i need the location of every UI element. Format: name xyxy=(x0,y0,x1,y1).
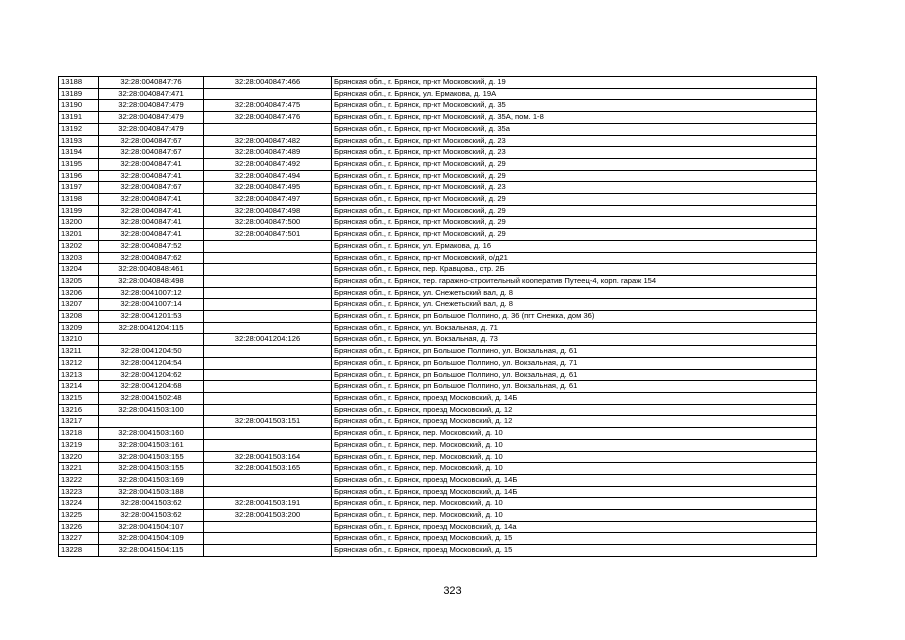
object-number-cell: 32:28:0041503:164 xyxy=(204,451,332,463)
table-row xyxy=(59,205,817,217)
row-number-cell: 13208 xyxy=(59,311,99,323)
object-number-cell xyxy=(204,240,332,252)
object-number-cell xyxy=(204,275,332,287)
object-number-cell xyxy=(204,439,332,451)
row-number-cell: 13219 xyxy=(59,439,99,451)
cadastral-number-cell: 32:28:0041503:155 xyxy=(99,451,204,463)
object-number-cell xyxy=(204,287,332,299)
address-cell: Брянская обл., г. Брянск, пр-кт Московский, д. 23 xyxy=(332,135,817,147)
table-row xyxy=(59,158,817,170)
cadastral-number-cell: 32:28:0040847:41 xyxy=(99,158,204,170)
address-cell: Брянская обл., г. Брянск, пр-кт Московский, д. 23 xyxy=(332,147,817,159)
cadastral-number-cell: 32:28:0041503:188 xyxy=(99,486,204,498)
cadastral-number-cell: 32:28:0041503:62 xyxy=(99,510,204,522)
row-number-cell: 13196 xyxy=(59,170,99,182)
address-cell: Брянская обл., г. Брянск, проезд Московский, д. 12 xyxy=(332,416,817,428)
row-number-cell: 13188 xyxy=(59,77,99,89)
cadastral-number-cell: 32:28:0041201:53 xyxy=(99,311,204,323)
object-number-cell xyxy=(204,474,332,486)
table-row xyxy=(59,346,817,358)
row-number-cell: 13217 xyxy=(59,416,99,428)
row-number-cell: 13218 xyxy=(59,428,99,440)
address-cell: Брянская обл., г. Брянск, пр-кт Московский, д. 35 xyxy=(332,100,817,112)
table-row xyxy=(59,533,817,545)
table-row xyxy=(59,123,817,135)
object-number-cell: 32:28:0041503:165 xyxy=(204,463,332,475)
cadastral-number-cell: 32:28:0041503:169 xyxy=(99,474,204,486)
address-cell: Брянская обл., г. Брянск, пер. Московский, д. 10 xyxy=(332,439,817,451)
cadastral-number-cell: 32:28:0040848:498 xyxy=(99,275,204,287)
address-cell: Брянская обл., г. Брянск, рп Большое Полпино, ул. Вокзальная, д. 71 xyxy=(332,357,817,369)
cadastral-number-cell: 32:28:0041502:48 xyxy=(99,392,204,404)
address-cell: Брянская обл., г. Брянск, пер. Московский, д. 10 xyxy=(332,428,817,440)
cadastral-number-cell: 32:28:0040847:41 xyxy=(99,229,204,241)
address-cell: Брянская обл., г. Брянск, проезд Московский, д. 15 xyxy=(332,545,817,557)
table-row xyxy=(59,182,817,194)
cadastral-number-cell: 32:28:0040847:67 xyxy=(99,182,204,194)
row-number-cell: 13192 xyxy=(59,123,99,135)
row-number-cell: 13199 xyxy=(59,205,99,217)
object-number-cell: 32:28:0040847:466 xyxy=(204,77,332,89)
table-row xyxy=(59,510,817,522)
address-cell: Брянская обл., г. Брянск, пр-кт Московский, д. 35А, пом. 1-8 xyxy=(332,112,817,124)
address-cell: Брянская обл., г. Брянск, проезд Московский, д. 15 xyxy=(332,533,817,545)
table-row xyxy=(59,498,817,510)
registry-table xyxy=(58,76,817,557)
object-number-cell xyxy=(204,252,332,264)
cadastral-number-cell: 32:28:0041007:14 xyxy=(99,299,204,311)
object-number-cell: 32:28:0040847:495 xyxy=(204,182,332,194)
row-number-cell: 13194 xyxy=(59,147,99,159)
object-number-cell: 32:28:0040847:498 xyxy=(204,205,332,217)
table-row xyxy=(59,392,817,404)
address-cell: Брянская обл., г. Брянск, проезд Московский, д. 14Б xyxy=(332,486,817,498)
table-row xyxy=(59,322,817,334)
table-row xyxy=(59,463,817,475)
row-number-cell: 13211 xyxy=(59,346,99,358)
table-row xyxy=(59,194,817,206)
cadastral-number-cell: 32:28:0041504:107 xyxy=(99,521,204,533)
cadastral-number-cell: 32:28:0041503:62 xyxy=(99,498,204,510)
cadastral-number-cell xyxy=(99,334,204,346)
cadastral-number-cell: 32:28:0040847:62 xyxy=(99,252,204,264)
row-number-cell: 13213 xyxy=(59,369,99,381)
object-number-cell xyxy=(204,404,332,416)
address-cell: Брянская обл., г. Брянск, пр-кт Московский, д. 19 xyxy=(332,77,817,89)
row-number-cell: 13226 xyxy=(59,521,99,533)
object-number-cell xyxy=(204,545,332,557)
cadastral-number-cell: 32:28:0040847:67 xyxy=(99,135,204,147)
cadastral-number-cell: 32:28:0040847:479 xyxy=(99,100,204,112)
object-number-cell xyxy=(204,369,332,381)
row-number-cell: 13191 xyxy=(59,112,99,124)
row-number-cell: 13214 xyxy=(59,381,99,393)
cadastral-number-cell: 32:28:0040847:479 xyxy=(99,123,204,135)
table-row xyxy=(59,451,817,463)
address-cell: Брянская обл., г. Брянск, рп Большое Полпино, ул. Вокзальная, д. 61 xyxy=(332,381,817,393)
address-cell: Брянская обл., г. Брянск, пр-кт Московский, д. 29 xyxy=(332,205,817,217)
address-cell: Брянская обл., г. Брянск, пр-кт Московский, д. 29 xyxy=(332,170,817,182)
cadastral-number-cell: 32:28:0041503:160 xyxy=(99,428,204,440)
page-number: 323 xyxy=(443,585,462,597)
row-number-cell: 13207 xyxy=(59,299,99,311)
row-number-cell: 13223 xyxy=(59,486,99,498)
object-number-cell xyxy=(204,521,332,533)
object-number-cell: 32:28:0040847:497 xyxy=(204,194,332,206)
address-cell: Брянская обл., г. Брянск, пер. Московский, д. 10 xyxy=(332,451,817,463)
table-row xyxy=(59,135,817,147)
address-cell: Брянская обл., г. Брянск, пер. Московский, д. 10 xyxy=(332,463,817,475)
object-number-cell: 32:28:0040847:501 xyxy=(204,229,332,241)
table-row xyxy=(59,474,817,486)
object-number-cell xyxy=(204,299,332,311)
row-number-cell: 13220 xyxy=(59,451,99,463)
row-number-cell: 13210 xyxy=(59,334,99,346)
table-row xyxy=(59,521,817,533)
object-number-cell: 32:28:0040847:492 xyxy=(204,158,332,170)
row-number-cell: 13224 xyxy=(59,498,99,510)
cadastral-number-cell: 32:28:0041503:161 xyxy=(99,439,204,451)
object-number-cell: 32:28:0040847:494 xyxy=(204,170,332,182)
address-cell: Брянская обл., г. Брянск, ул. Снежетьский вал, д. 8 xyxy=(332,287,817,299)
object-number-cell xyxy=(204,322,332,334)
object-number-cell xyxy=(204,392,332,404)
cadastral-number-cell: 32:28:0040847:479 xyxy=(99,112,204,124)
address-cell: Брянская обл., г. Брянск, проезд Московский, д. 14Б xyxy=(332,474,817,486)
address-cell: Брянская обл., г. Брянск, пр-кт Московский, д. 29 xyxy=(332,194,817,206)
address-cell: Брянская обл., г. Брянск, ул. Вокзальная, д. 73 xyxy=(332,334,817,346)
table-row xyxy=(59,416,817,428)
row-number-cell: 13225 xyxy=(59,510,99,522)
address-cell: Брянская обл., г. Брянск, пр-кт Московский, д. 29 xyxy=(332,217,817,229)
cadastral-number-cell: 32:28:0040847:41 xyxy=(99,170,204,182)
table-row xyxy=(59,147,817,159)
address-cell: Брянская обл., г. Брянск, рп Большое Полпино, ул. Вокзальная, д. 61 xyxy=(332,346,817,358)
object-number-cell: 32:28:0041503:191 xyxy=(204,498,332,510)
table-row xyxy=(59,170,817,182)
address-cell: Брянская обл., г. Брянск, проезд Московский, д. 14а xyxy=(332,521,817,533)
row-number-cell: 13193 xyxy=(59,135,99,147)
cadastral-number-cell: 32:28:0040847:471 xyxy=(99,88,204,100)
table-row xyxy=(59,112,817,124)
address-cell: Брянская обл., г. Брянск, пер. Московский, д. 10 xyxy=(332,510,817,522)
row-number-cell: 13195 xyxy=(59,158,99,170)
row-number-cell: 13221 xyxy=(59,463,99,475)
table-row xyxy=(59,229,817,241)
table-row xyxy=(59,275,817,287)
cadastral-number-cell: 32:28:0041204:54 xyxy=(99,357,204,369)
address-cell: Брянская обл., г. Брянск, пер. Московский, д. 10 xyxy=(332,498,817,510)
cadastral-number-cell: 32:28:0041204:68 xyxy=(99,381,204,393)
cadastral-number-cell: 32:28:0041204:62 xyxy=(99,369,204,381)
cadastral-number-cell: 32:28:0041204:50 xyxy=(99,346,204,358)
table-row xyxy=(59,334,817,346)
table-row xyxy=(59,486,817,498)
address-cell: Брянская обл., г. Брянск, ул. Ермакова, д. 16 xyxy=(332,240,817,252)
cadastral-number-cell: 32:28:0041504:115 xyxy=(99,545,204,557)
row-number-cell: 13201 xyxy=(59,229,99,241)
cadastral-number-cell: 32:28:0041503:155 xyxy=(99,463,204,475)
object-number-cell xyxy=(204,357,332,369)
object-number-cell: 32:28:0040847:476 xyxy=(204,112,332,124)
table-row xyxy=(59,428,817,440)
table-row xyxy=(59,369,817,381)
cadastral-number-cell: 32:28:0040847:41 xyxy=(99,205,204,217)
object-number-cell xyxy=(204,123,332,135)
cadastral-number-cell: 32:28:0041007:12 xyxy=(99,287,204,299)
table-row xyxy=(59,357,817,369)
table-row xyxy=(59,439,817,451)
row-number-cell: 13202 xyxy=(59,240,99,252)
row-number-cell: 13204 xyxy=(59,264,99,276)
address-cell: Брянская обл., г. Брянск, пр-кт Московский, д. 29 xyxy=(332,158,817,170)
address-cell: Брянская обл., г. Брянск, проезд Московский, д. 14Б xyxy=(332,392,817,404)
object-number-cell xyxy=(204,346,332,358)
registry-table-body xyxy=(59,77,817,557)
row-number-cell: 13212 xyxy=(59,357,99,369)
table-row xyxy=(59,252,817,264)
row-number-cell: 13197 xyxy=(59,182,99,194)
object-number-cell xyxy=(204,311,332,323)
address-cell: Брянская обл., г. Брянск, ул. Ермакова, д. 19А xyxy=(332,88,817,100)
cadastral-number-cell: 32:28:0041204:115 xyxy=(99,322,204,334)
cadastral-number-cell: 32:28:0040847:41 xyxy=(99,217,204,229)
cadastral-number-cell: 32:28:0040847:76 xyxy=(99,77,204,89)
address-cell: Брянская обл., г. Брянск, ул. Вокзальная, д. 71 xyxy=(332,322,817,334)
row-number-cell: 13227 xyxy=(59,533,99,545)
object-number-cell xyxy=(204,486,332,498)
address-cell: Брянская обл., г. Брянск, пр-кт Московский, д. 29 xyxy=(332,229,817,241)
table-row xyxy=(59,264,817,276)
object-number-cell: 32:28:0041204:126 xyxy=(204,334,332,346)
address-cell: Брянская обл., г. Брянск, пр-кт Московский, о/д21 xyxy=(332,252,817,264)
table-row xyxy=(59,299,817,311)
table-row xyxy=(59,404,817,416)
table-row xyxy=(59,287,817,299)
address-cell: Брянская обл., г. Брянск, пр-кт Московский, д. 35а xyxy=(332,123,817,135)
row-number-cell: 13190 xyxy=(59,100,99,112)
address-cell: Брянская обл., г. Брянск, пр-кт Московский, д. 23 xyxy=(332,182,817,194)
object-number-cell xyxy=(204,88,332,100)
row-number-cell: 13215 xyxy=(59,392,99,404)
row-number-cell: 13200 xyxy=(59,217,99,229)
table-row xyxy=(59,240,817,252)
cadastral-number-cell: 32:28:0040848:461 xyxy=(99,264,204,276)
address-cell: Брянская обл., г. Брянск, пер. Кравцова., стр. 2Б xyxy=(332,264,817,276)
object-number-cell: 32:28:0040847:475 xyxy=(204,100,332,112)
object-number-cell: 32:28:0040847:500 xyxy=(204,217,332,229)
object-number-cell: 32:28:0041503:151 xyxy=(204,416,332,428)
row-number-cell: 13228 xyxy=(59,545,99,557)
object-number-cell xyxy=(204,533,332,545)
object-number-cell xyxy=(204,264,332,276)
object-number-cell: 32:28:0040847:489 xyxy=(204,147,332,159)
table-row xyxy=(59,311,817,323)
cadastral-number-cell: 32:28:0041504:109 xyxy=(99,533,204,545)
address-cell: Брянская обл., г. Брянск, ул. Снежетьский вал, д. 8 xyxy=(332,299,817,311)
object-number-cell xyxy=(204,381,332,393)
row-number-cell: 13189 xyxy=(59,88,99,100)
cadastral-number-cell: 32:28:0041503:100 xyxy=(99,404,204,416)
object-number-cell: 32:28:0041503:200 xyxy=(204,510,332,522)
table-row xyxy=(59,88,817,100)
row-number-cell: 13222 xyxy=(59,474,99,486)
row-number-cell: 13209 xyxy=(59,322,99,334)
row-number-cell: 13205 xyxy=(59,275,99,287)
table-row xyxy=(59,100,817,112)
row-number-cell: 13216 xyxy=(59,404,99,416)
object-number-cell xyxy=(204,428,332,440)
table-row xyxy=(59,217,817,229)
table-row xyxy=(59,381,817,393)
address-cell: Брянская обл., г. Брянск, рп Большое Полпино, д. 36 (пгт Снежка, дом 36) xyxy=(332,311,817,323)
cadastral-number-cell: 32:28:0040847:52 xyxy=(99,240,204,252)
row-number-cell: 13198 xyxy=(59,194,99,206)
address-cell: Брянская обл., г. Брянск, проезд Московский, д. 12 xyxy=(332,404,817,416)
address-cell: Брянская обл., г. Брянск, рп Большое Полпино, ул. Вокзальная, д. 61 xyxy=(332,369,817,381)
cadastral-number-cell xyxy=(99,416,204,428)
cadastral-number-cell: 32:28:0040847:41 xyxy=(99,194,204,206)
row-number-cell: 13206 xyxy=(59,287,99,299)
address-cell: Брянская обл., г. Брянск, тер. гаражно-строительный кооператив Путеец-4, корп. гараж 154 xyxy=(332,275,817,287)
table-row xyxy=(59,77,817,89)
row-number-cell: 13203 xyxy=(59,252,99,264)
table-row xyxy=(59,545,817,557)
object-number-cell: 32:28:0040847:482 xyxy=(204,135,332,147)
cadastral-number-cell: 32:28:0040847:67 xyxy=(99,147,204,159)
